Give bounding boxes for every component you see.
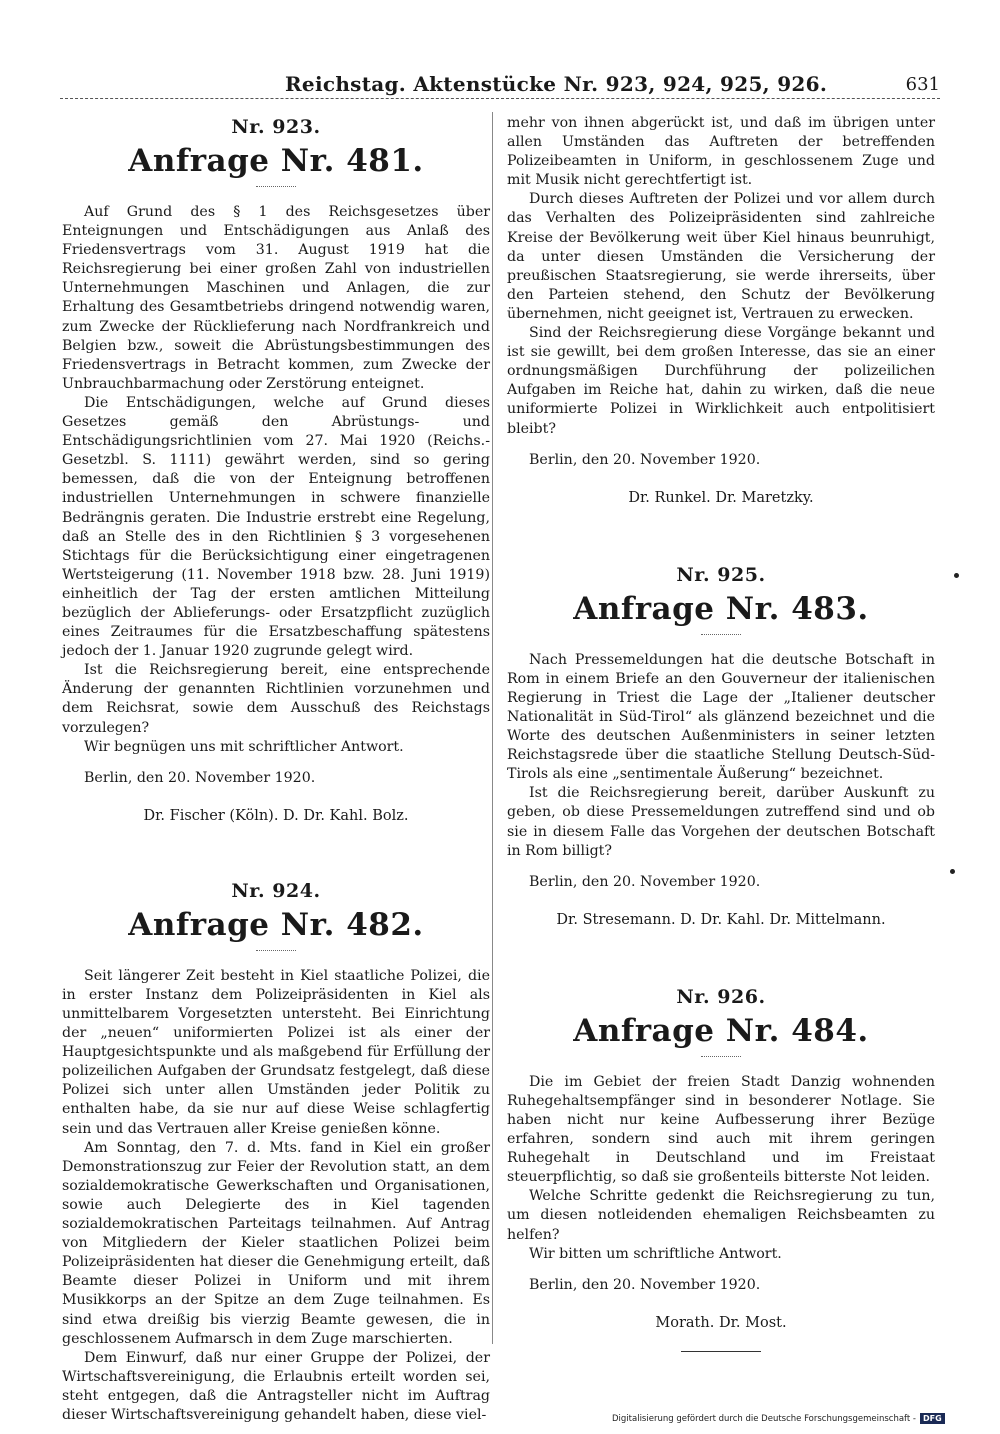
page-header: [60, 72, 940, 98]
paragraph: Dem Einwurf, daß nur einer Gruppe der Polizei, der Wirtschaftsvereinigung, die Erlaubnis erteilt worden sei, steht entgegen, daß die Antragsteller nicht im Auftrag dieser Wirtschaftsvereinigung gehandelt haben, diese viel-: [62, 1349, 490, 1423]
signatories: Morath. Dr. Most.: [655, 1314, 787, 1331]
document-number: Nr. 925.: [676, 563, 766, 586]
margin-mark: [954, 573, 959, 578]
page-number: 631: [905, 74, 940, 95]
paragraph: Auf Grund des § 1 des Reichsgesetzes über Enteignungen und Entschädigungen aus Anlaß des Friedensvertrags vom 31. August 1919 hat die Reichsregierung bei einer großen Zahl von industriellen Unternehmungen Maschinen und Anlagen, die zur Erhaltung des Gesamtbetriebs dringend notwendig waren, zum Zwecke der Rücklieferung nach Nordfrankreich und Belgien bzw., soweit die Abrüstungsbestimmungen des Friedensvertrags in Betracht kommen, zum Zwecke der Unbrauchbarmachung oder Zerstörung enteignet.: [62, 204, 490, 392]
inquiry-title: Anfrage Nr. 484.: [573, 1012, 869, 1049]
document-924-continued: [507, 114, 935, 508]
paragraph: Sind der Reichsregierung diese Vorgänge bekannt und ist sie gewillt, bei dem großen Interesse, das sie an einer ordnungsmäßigen Durchführung der polizeilichen Aufgaben im Reiche hat, dahin zu wirken, daß die neue uniformierte Polizei in Wirklichkeit auch entpolitisiert bleibt?: [507, 325, 935, 437]
inquiry-title: Anfrage Nr. 482.: [128, 906, 424, 943]
paragraph: Durch dieses Auftreten der Polizei und vor allem durch das Verhalten des Polizeipräsidenten sind zahlreiche Kreise der Bevölkerung weit über Kiel hinaus beunruhigt, da unter diesen Umständen die Versicherung der preußischen Staatsregierung, sie werde ihrerseits, über den Parteien stehend, den Schutz der Bevölkerung übernehmen, nicht geeignet ist, Vertrauen zu erwecken.: [507, 191, 935, 322]
inquiry-body: [507, 651, 935, 861]
running-title: Reichstag. Aktenstücke Nr. 923, 924, 925, 926.: [285, 72, 828, 96]
paragraph: Wir begnügen uns mit schriftlicher Antwort.: [84, 738, 404, 755]
inquiry-body: [507, 114, 935, 439]
column-divider: [492, 112, 493, 1344]
header-rule: [60, 98, 940, 99]
document-number: Nr. 924.: [231, 879, 321, 902]
paragraph: Ist die Reichsregierung bereit, eine entsprechende Änderung der genannten Richtlinien vorzunehmen und dem Reichsrat, sowie dem Ausschuß des Reichstags vorzulegen?: [62, 662, 490, 736]
inquiry-title: Anfrage Nr. 481.: [128, 143, 424, 179]
inquiry-body: [62, 967, 490, 1425]
place-date: Berlin, den 20. November 1920.: [529, 873, 761, 890]
place-date: Berlin, den 20. November 1920.: [529, 1276, 761, 1293]
paragraph: Wir bitten um schriftliche Antwort.: [529, 1245, 782, 1262]
paragraph: Nach Pressemeldungen hat die deutsche Botschaft in Rom in einem Briefe an den Gouverneur der italienischen Regierung in Triest die Lage der „Italiener deutscher Nationalität in Süd-Tirol“ als glänzend bezeichnet und die Worte des deutschen Außenministers in seiner letzten Reichstagsrede über die staatliche Stellung Deutsch-Süd-Tirols als eine „sentimentale Äußerung“ bezeichnet.: [507, 651, 935, 783]
paragraph: Die Entschädigungen, welche auf Grund dieses Gesetzes gemäß den Abrüstungs- und Entschädigungsrichtlinien vom 27. Mai 1920 (Reichs.-Gesetzbl. S. 1111) gewährt werden, sind so gering bemessen, daß die von der Enteignung betroffenen industriellen Unternehmungen in schwere finanzielle Bedrängnis geraten. Die Industrie erstrebt eine Regelung, daß an Stelle des in den Richtlinien § 3 vorgesehenen Stichtags für die Berücksichtigung einer eingetragenen Wertsteigerung (11. November 1918 bzw. 28. Juni 1919) einheitlich der Tag der ersten amtlichen Mitteilung bezüglich der Ablieferungs- oder Ersatzpflicht zuzüglich eines Zeitraumes für die Ersatzbeschaffung spätestens jedoch der 1. Januar 1920 zugrunde gelegt wird.: [62, 394, 490, 660]
paragraph: Welche Schritte gedenkt die Reichsregierung zu tun, um diesen notleidenden ehemaligen Reichsbeamten zu helfen?: [507, 1188, 935, 1243]
end-rule: [681, 1351, 761, 1352]
right-column: [507, 114, 935, 1352]
place-date: Berlin, den 20. November 1920.: [84, 769, 316, 786]
document-924: [62, 878, 490, 1425]
document-923: [62, 114, 490, 826]
inquiry-body: [507, 1073, 935, 1264]
signatories: Dr. Runkel. Dr. Maretzky.: [628, 489, 814, 506]
title-ornament: [701, 634, 741, 635]
paragraph: Ist die Reichsregierung bereit, darüber Auskunft zu geben, ob diese Pressemeldungen zutreffend sind und ob sie in diesem Falle das Vorgehen der deutschen Botschaft in Rom billigt?: [507, 785, 935, 859]
document-number: Nr. 926.: [676, 985, 766, 1008]
title-ornament: [256, 950, 296, 951]
dfg-logo: DFG: [920, 1413, 945, 1424]
footer-text: Digitalisierung gefördert durch die Deutsche Forschungsgemeinschaft -: [612, 1414, 916, 1424]
paragraph: Die im Gebiet der freien Stadt Danzig wohnenden Ruhegehaltsempfänger sind in besonderer Notlage. Sie haben nicht nur keine Aufbesserung ihrer Bezüge erfahren, sondern sind auch mit ihrem geringen Ruhegehalt in Deutschland und im Freistaat steuerpflichtig, so daß sie großenteils bitterste Not leiden.: [507, 1073, 935, 1186]
signatories: Dr. Fischer (Köln). D. Dr. Kahl. Bolz.: [143, 807, 409, 824]
margin-mark: [950, 869, 955, 874]
place-date: Berlin, den 20. November 1920.: [529, 451, 761, 468]
digitization-footer: [612, 1413, 945, 1424]
document-number: Nr. 923.: [231, 116, 321, 138]
paragraph: mehr von ihnen abgerückt ist, und daß im übrigen unter allen Umständen das Auftreten der betreffenden Polizeibeamten in Uniform, in geschlossenem Zuge und mit Musik nicht gerechtfertigt ist.: [507, 115, 935, 189]
inquiry-title: Anfrage Nr. 483.: [573, 590, 869, 627]
paragraph: Am Sonntag, den 7. d. Mts. fand in Kiel ein großer Demonstrationszug zur Feier der Revolution statt, an dem sozialdemokratische Gewerkschaften und Organisationen, sowie auch Delegierte des in Kiel tagenden sozialdemokratischen Parteitags teilnahmen. Auf Antrag von Mitgliedern der Kieler staatlichen Polizei beim Polizeipräsidenten hat dieser die Genehmigung erteilt, daß Beamte dieser Polizei in Uniform und mit ihrem Musikkorps an der Spitze an dem Zuge teilnahmen. Es sind etwa dreißig bis vierzig Beamte gewesen, die in geschlossenem Aufmarsch in dem Zuge marschierten.: [62, 1139, 490, 1347]
document-925: [507, 562, 935, 930]
paragraph: Seit längerer Zeit besteht in Kiel staatliche Polizei, die in erster Instanz dem Polizeipräsidenten in Kiel als unmittelbarem Vorgesetzten untersteht. Bei Einrichtung der „neuen“ uniformierten Polizei ist als einer der Hauptgesichtspunkte und als maßgebend für Erfüllung der polizeilichen Aufgaben der Grundsatz festgelegt, daß diese Polizei sich unter allen Umständen jeder Politik zu enthalten habe, da sie nur auf diese Weise schlagfertig sein und das Vertrauen aller Kreise genießen könne.: [62, 967, 490, 1137]
left-column: [62, 114, 490, 1425]
title-ornament: [256, 186, 296, 187]
title-ornament: [701, 1056, 741, 1057]
signatories: Dr. Stresemann. D. Dr. Kahl. Dr. Mittelmann.: [556, 911, 886, 928]
inquiry-body: [62, 203, 490, 757]
document-926: [507, 984, 935, 1352]
